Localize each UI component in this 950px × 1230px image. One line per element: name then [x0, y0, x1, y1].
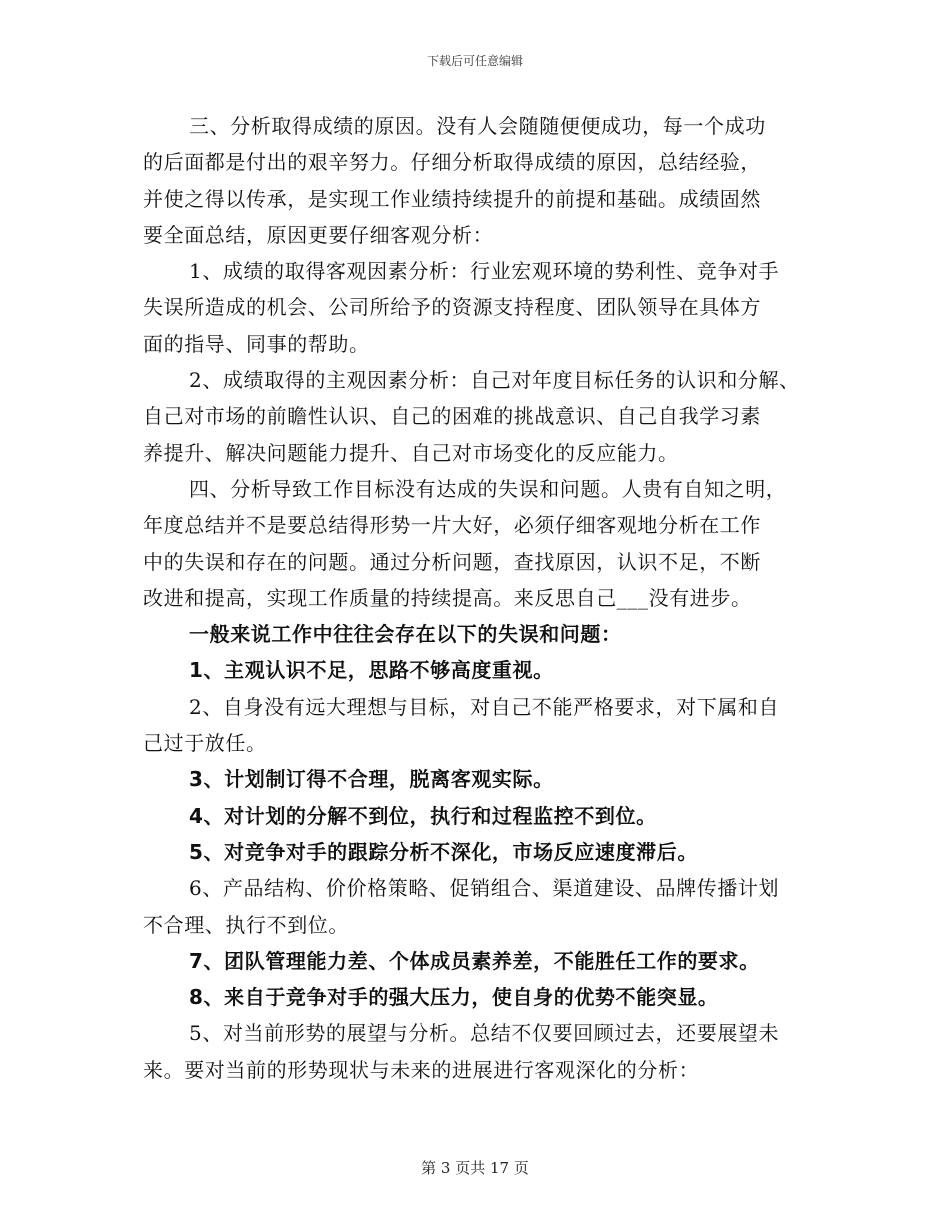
- document-body: [143, 108, 823, 1088]
- text-line: 1、成绩的取得客观因素分析：行业宏观环境的势利性、竞争对手: [189, 259, 780, 284]
- text-line: 来。要对当前的形势现状与未来的进展进行客观深化的分析：: [143, 1057, 700, 1082]
- text-line: 8、来自于竞争对手的强大压力，使自身的优势不能突显。: [189, 985, 719, 1010]
- page-number: 第 3 页共 17 页: [421, 1159, 529, 1177]
- text-line: 改进和提高，实现工作质量的持续提高。来反思自己___没有进步。: [143, 585, 752, 610]
- text-line: 要全面总结，原因更要仔细客观分析：: [143, 222, 494, 247]
- text-line: 面的指导、同事的帮助。: [143, 331, 370, 356]
- page-header-note: 下载后可任意编辑: [426, 54, 523, 68]
- text-line: 三、分析取得成绩的原因。没有人会随随便便成功，每一个成功: [189, 114, 766, 138]
- text-line: 并使之得以传承，是实现工作业绩持续提升的前提和基础。成绩固然: [143, 186, 761, 211]
- text-line: 养提升、解决问题能力提升、自己对市场变化的反应能力。: [143, 440, 679, 465]
- text-line: 2、成绩取得的主观因素分析：自己对年度目标任务的认识和分解、: [189, 368, 800, 393]
- text-line: 己过于放任。: [143, 731, 267, 756]
- text-line: 一般来说工作中往往会存在以下的失误和问题：: [189, 622, 622, 647]
- text-line: 2、自身没有远大理想与目标，对自己不能严格要求，对下属和自: [189, 694, 780, 719]
- text-line: 5、对当前形势的展望与分析。总结不仅要回顾过去，还要展望未: [189, 1021, 780, 1046]
- text-line: 的后面都是付出的艰辛努力。仔细分析取得成绩的原因，总结经验，: [143, 150, 761, 175]
- text-line: 3、计划制订得不合理，脱离客观实际。: [189, 767, 554, 792]
- text-line: 中的失误和存在的问题。通过分析问题，查找原因，认识不足，不断: [143, 549, 761, 574]
- text-line: 4、对计划的分解不到位，执行和过程监控不到位。: [189, 803, 657, 828]
- text-line: 不合理、执行不到位。: [143, 912, 349, 937]
- text-line: 7、团队管理能力差、个体成员素养差，不能胜任工作的要求。: [189, 948, 760, 973]
- text-line: 6、产品结构、价价格策略、促销组合、渠道建设、品牌传播计划: [189, 876, 780, 901]
- text-line: 1、主观认识不足，思路不够高度重视。: [189, 658, 554, 683]
- text-line: 失误所造成的机会、公司所给予的资源支持程度、团队领导在具体方: [143, 295, 761, 320]
- text-line: 四、分析导致工作目标没有达成的失误和问题。人贵有自知之明，: [189, 476, 787, 501]
- text-line: 年度总结并不是要总结得形势一片大好，必须仔细客观地分析在工作: [143, 513, 761, 538]
- text-line: 5、对竞争对手的跟踪分析不深化，市场反应速度滞后。: [189, 839, 698, 864]
- text-line: 自己对市场的前瞻性认识、自己的困难的挑战意识、自己自我学习素: [143, 404, 761, 429]
